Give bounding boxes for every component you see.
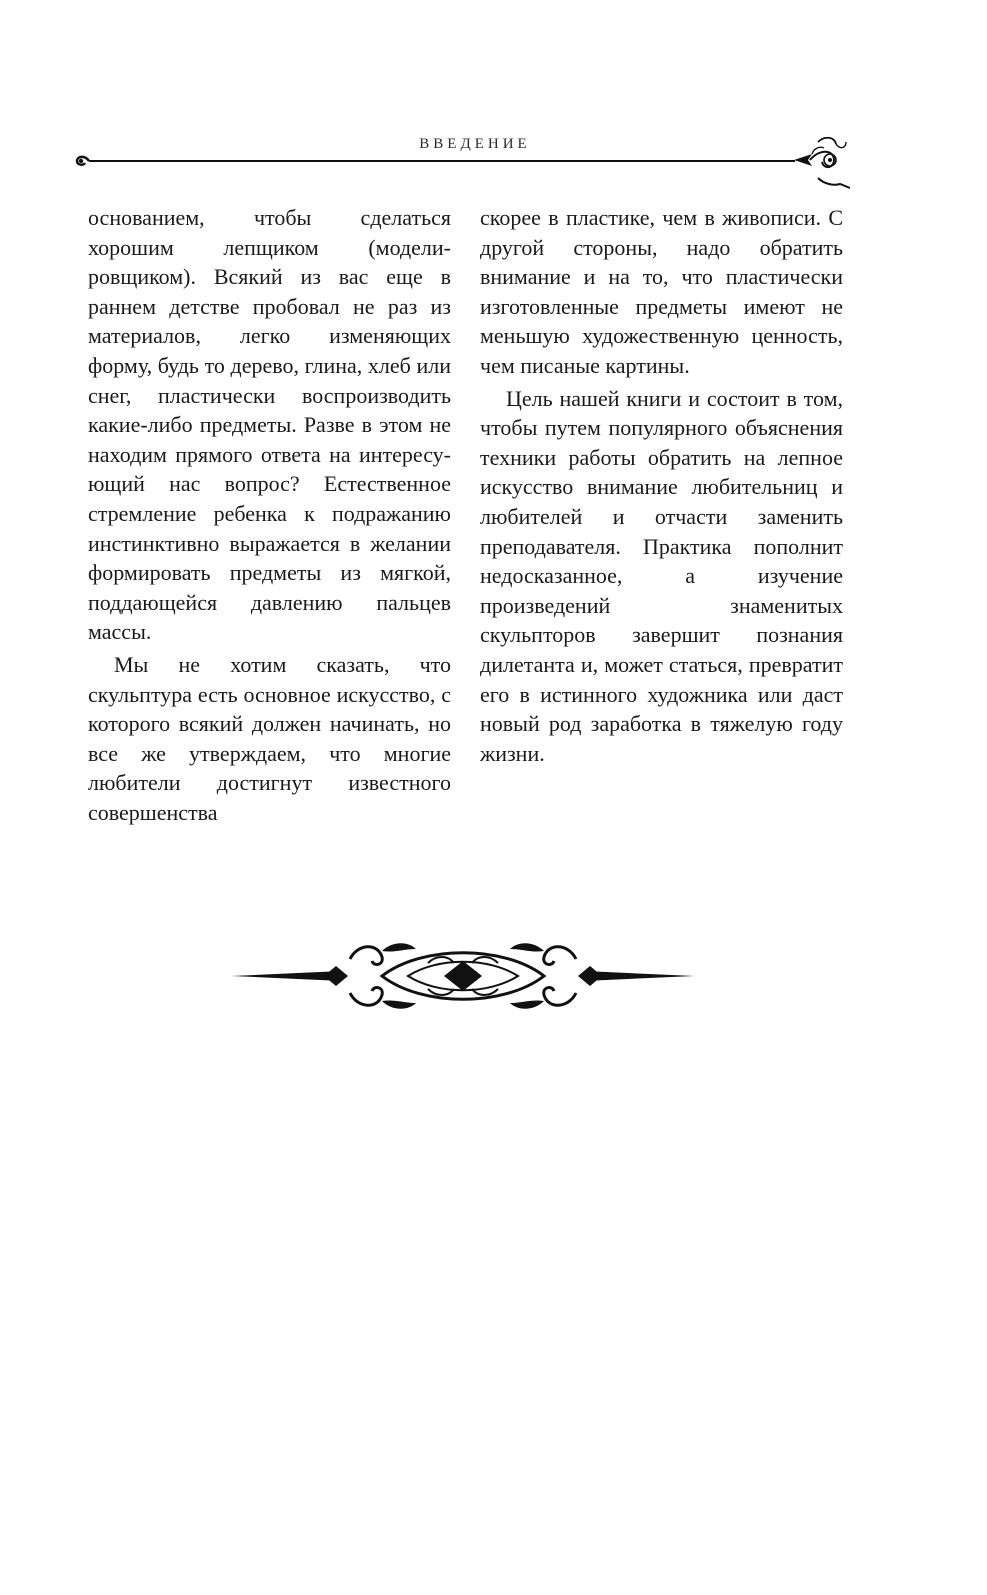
paragraph: Мы не хотим сказать, что скульптура есть основное искусство, с которого всякий должен начинать, но все же утверждаем, что многие любители достигнут известного совершенства	[88, 651, 451, 825]
scroll-ornament-icon	[232, 937, 694, 1015]
right-text-column	[480, 203, 843, 768]
left-text-column	[88, 203, 451, 827]
section-title: ВВЕДЕНИЕ	[419, 136, 531, 152]
paragraph: Цель нашей книги и состоит в том, чтобы путем популярного объяснения техники работы обратить на лепное искусство внимание любительниц и любителей и отчасти заменить преподавателя. Практика пополнит недосказанное, а изучение произведений знаменитых скульпторов завершит познания дилетанта и, может статься, превратит его в истинного художника или даст новый род заработка в тяжелую году жизни.	[480, 385, 843, 766]
header-rule	[89, 160, 795, 162]
paragraph: основанием, чтобы сделаться хорошим лепщиком (моделировщиком). Всякий из вас еще в раннем детстве пробовал не раз из материалов, легко изменяющих форму, будь то дерево, глина, хлеб или снег, пластически воспроизводить какие-либо предметы. Разве в этом не находим прямого ответа на интересующий нас вопрос? Естественное стремление ребенка к подражанию инстинктивно выражается в желании формировать предметы из мягкой, поддающейся давлению пальцев массы.	[88, 205, 451, 645]
running-head	[75, 128, 875, 192]
flourish-ornament-icon	[790, 128, 860, 192]
paragraph: скорее в пластике, чем в живописи. С другой стороны, надо обратить внимание и на то, что пластически изготовленные предметы имеют не меньшую художественную ценность, чем писаные картины.	[480, 205, 843, 378]
